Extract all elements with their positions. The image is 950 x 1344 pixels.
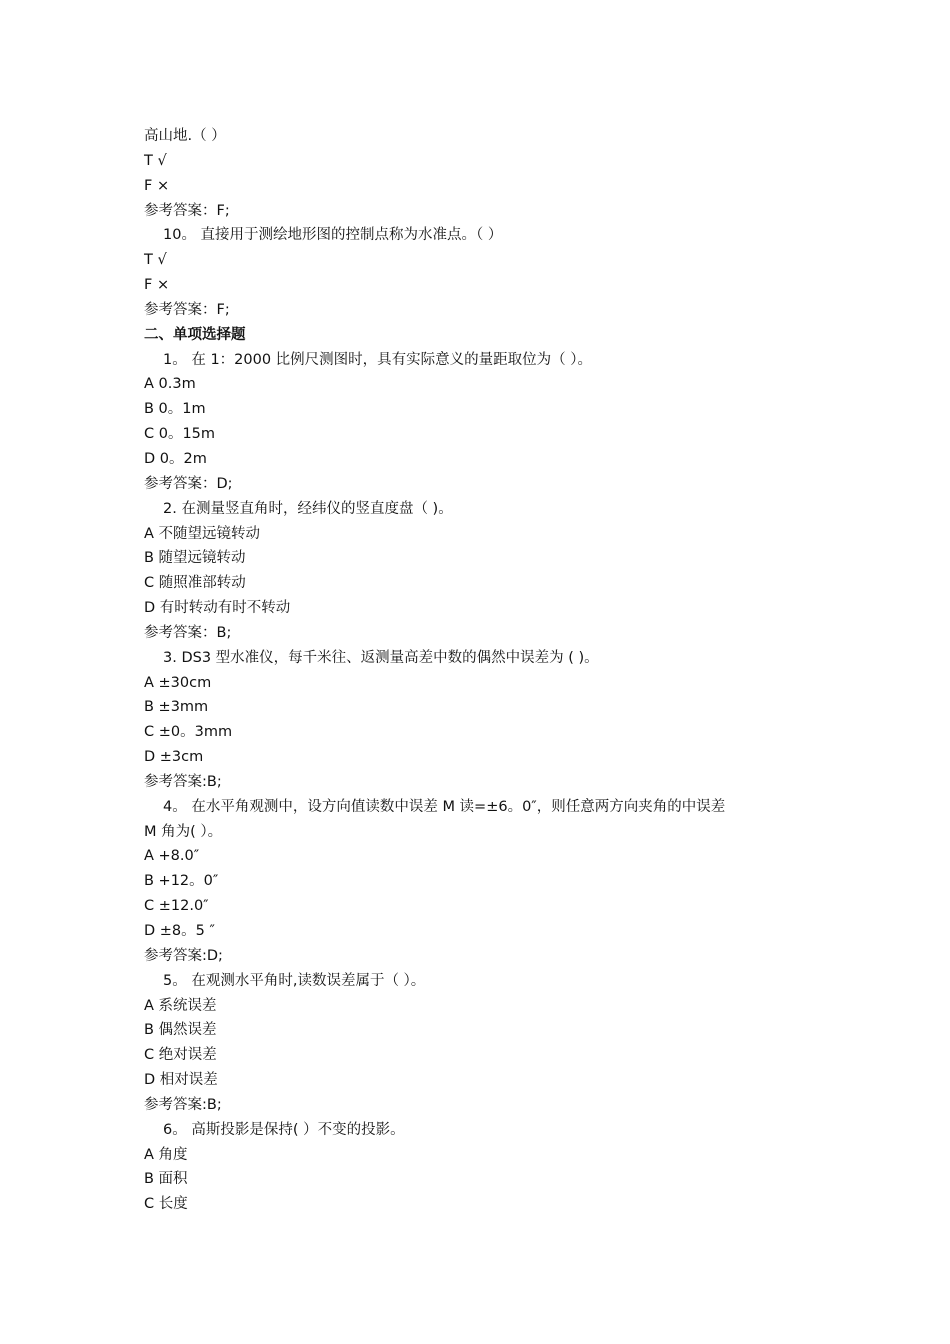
option-line: A 角度 bbox=[144, 1146, 188, 1163]
option-line: T √ bbox=[144, 252, 167, 269]
option-line: B ±3mm bbox=[144, 699, 209, 716]
option-line: B +12。0″ bbox=[144, 873, 219, 890]
option-line: D ±3cm bbox=[144, 749, 204, 766]
text-line: 高山地.（ ） bbox=[144, 128, 226, 144]
option-line: A 0.3m bbox=[144, 376, 196, 393]
question-text: 5。 在观测水平角时,读数误差属于（ ）。 bbox=[163, 972, 426, 989]
option-line: C 随照准部转动 bbox=[144, 575, 246, 592]
option-line: F × bbox=[144, 177, 170, 194]
option-line: T √ bbox=[144, 152, 167, 169]
answer-line: 参考答案：F; bbox=[144, 301, 230, 318]
option-line: C 长度 bbox=[144, 1196, 188, 1213]
question-text: 2. 在测量竖直角时，经纬仪的竖直度盘（ )。 bbox=[163, 500, 453, 517]
text-line: M 角为( ）。 bbox=[144, 823, 223, 840]
answer-line: 参考答案：F; bbox=[144, 202, 230, 219]
option-line: F × bbox=[144, 277, 170, 294]
option-line: D 相对误差 bbox=[144, 1072, 218, 1089]
option-line: A 不随望远镜转动 bbox=[144, 525, 261, 542]
answer-line: 参考答案:B; bbox=[144, 1096, 222, 1113]
option-line: B 0。1m bbox=[144, 401, 206, 418]
option-line: B 随望远镜转动 bbox=[144, 550, 246, 567]
option-line: A ±30cm bbox=[144, 674, 212, 691]
option-line: B 偶然误差 bbox=[144, 1022, 217, 1039]
question-text: 6。 高斯投影是保持( ）不变的投影。 bbox=[163, 1121, 405, 1138]
option-line: C ±0。3mm bbox=[144, 724, 233, 741]
question-text: 4。 在水平角观测中，设方向值读数中误差 M 读=±6。0″，则任意两方向夹角的中误差 bbox=[163, 798, 726, 815]
question-text: 1。 在 1：2000 比例尺测图时，具有实际意义的量距取位为（ ）。 bbox=[163, 351, 593, 368]
answer-line: 参考答案:B; bbox=[144, 773, 222, 790]
option-line: C ±12.0″ bbox=[144, 898, 209, 915]
question-text: 10。 直接用于测绘地形图的控制点称为水准点。（ ） bbox=[163, 227, 503, 244]
option-line: A 系统误差 bbox=[144, 997, 217, 1014]
document-page bbox=[144, 124, 814, 1217]
option-line: D 0。2m bbox=[144, 450, 207, 467]
section-heading: 二、单项选择题 bbox=[144, 326, 246, 343]
question-text: 3. DS3 型水准仪，每千米往、返测量高差中数的偶然中误差为 ( )。 bbox=[163, 649, 599, 666]
answer-line: 参考答案：D; bbox=[144, 475, 233, 492]
option-line: D ±8。5 ″ bbox=[144, 923, 215, 939]
option-line: A +8.0″ bbox=[144, 848, 200, 865]
answer-line: 参考答案：B; bbox=[144, 624, 232, 641]
option-line: B 面积 bbox=[144, 1171, 188, 1188]
option-line: C 0。15m bbox=[144, 426, 216, 443]
answer-line: 参考答案:D; bbox=[144, 947, 223, 964]
option-line: C 绝对误差 bbox=[144, 1047, 217, 1064]
option-line: D 有时转动有时不转动 bbox=[144, 600, 291, 617]
